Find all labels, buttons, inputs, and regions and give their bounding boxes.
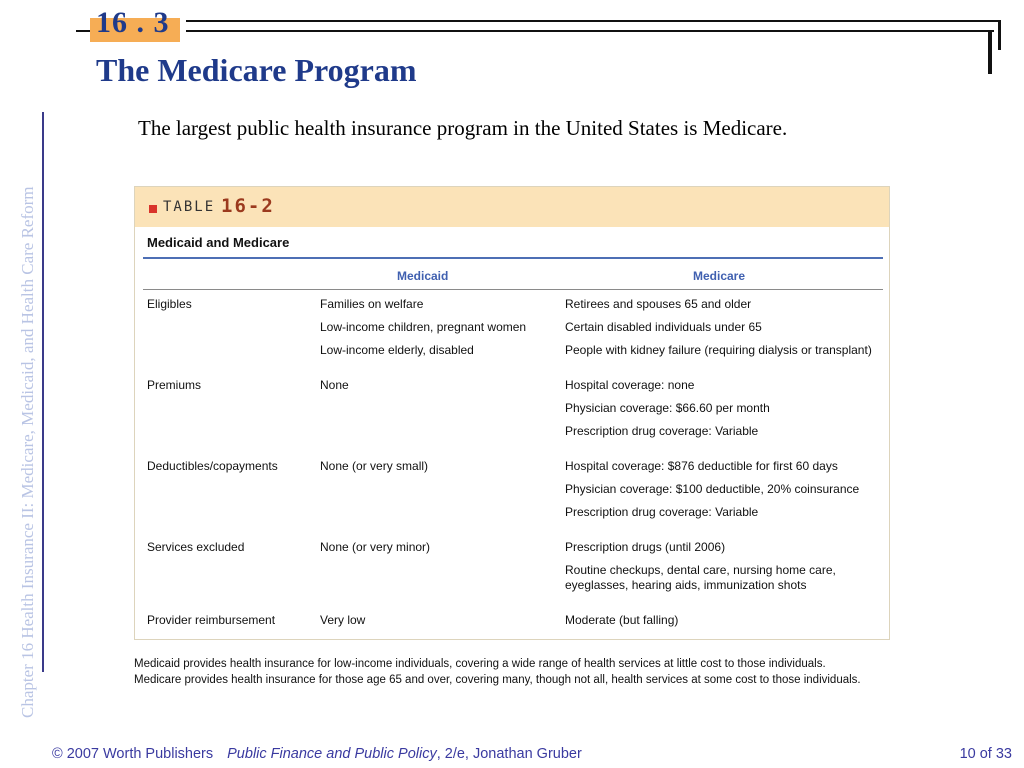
table-top-rule [143, 257, 883, 259]
table-cell: Low-income elderly, disabled [320, 343, 474, 357]
table-note [134, 656, 861, 688]
table-cell: None [320, 378, 349, 392]
header-rule-inner [186, 30, 994, 32]
table-bullet-icon [149, 205, 157, 213]
footer-book-title: Public Finance and Public Policy [227, 746, 437, 762]
table-cell: Hospital coverage: $876 deductible for first 60 days [565, 459, 838, 473]
row-label-services-excluded: Services excluded [147, 540, 245, 554]
footer [52, 746, 582, 762]
slide-title: The Medicare Program [96, 52, 417, 88]
header-rule [186, 20, 1000, 22]
table-caption: Medicaid and Medicare [147, 235, 290, 250]
footer-copyright: © 2007 Worth Publishers [52, 746, 214, 762]
table-cell: Low-income children, pregnant women [320, 320, 527, 334]
table-cell: None (or very minor) [320, 540, 431, 554]
table-cell: People with kidney failure (requiring dialysis or transplant) [565, 343, 872, 357]
row-label-deductibles: Deductibles/copayments [147, 459, 278, 473]
footer-book-edition: , 2/e, Jonathan Gruber [436, 746, 582, 762]
table-cell: eyeglasses, hearing aids, immunization shots [565, 578, 807, 592]
table-cell: Families on welfare [320, 297, 424, 311]
table-cell: Certain disabled individuals under 65 [565, 320, 762, 334]
row-label-premiums: Premiums [147, 378, 202, 392]
table-cell: Physician coverage: $66.60 per month [565, 401, 770, 415]
column-header-medicare: Medicare [693, 269, 746, 283]
column-header-medicaid: Medicaid [397, 269, 449, 283]
left-divider [42, 112, 44, 672]
table-label: TABLE [163, 199, 216, 215]
table-cell: Hospital coverage: none [565, 378, 695, 392]
row-label-eligibles: Eligibles [147, 297, 192, 311]
table-number: 16-2 [221, 195, 275, 217]
table-header-rule [143, 289, 883, 290]
table-cell: Prescription drug coverage: Variable [565, 505, 759, 519]
table-cell: None (or very small) [320, 459, 429, 473]
lead-paragraph: The largest public health insurance program in the United States is Medicare. [138, 116, 788, 140]
chapter-sidebar-text: Chapter 16 Health Insurance II: Medicare, Medicaid, and Health Care Reform [18, 186, 37, 718]
page-number: 10 of 33 [959, 746, 1012, 762]
header-rule-inner-end [988, 30, 992, 74]
header-rule-end [998, 20, 1001, 50]
medicaid-medicare-table [134, 186, 890, 640]
table-cell: Prescription drugs (until 2006) [565, 540, 726, 554]
table-cell: Very low [320, 613, 366, 627]
table-note-line: Medicare provides health insurance for those age 65 and over, covering many, though not all, health services at some cost to those individuals. [134, 674, 861, 686]
table-cell: Prescription drug coverage: Variable [565, 424, 759, 438]
table-cell: Moderate (but falling) [565, 613, 679, 627]
table-cell: Routine checkups, dental care, nursing home care, [565, 563, 836, 577]
table-cell: Retirees and spouses 65 and older [565, 297, 752, 311]
table-note-line: Medicaid provides health insurance for low-income individuals, covering a wide range of health services at little cost to those individuals. [134, 658, 826, 670]
section-number: 16 . 3 [96, 6, 170, 39]
row-label-provider-reimbursement: Provider reimbursement [147, 613, 276, 627]
table-header-band [135, 187, 889, 227]
header-rule-left [76, 30, 90, 32]
table-cell: Physician coverage: $100 deductible, 20% coinsurance [565, 482, 860, 496]
